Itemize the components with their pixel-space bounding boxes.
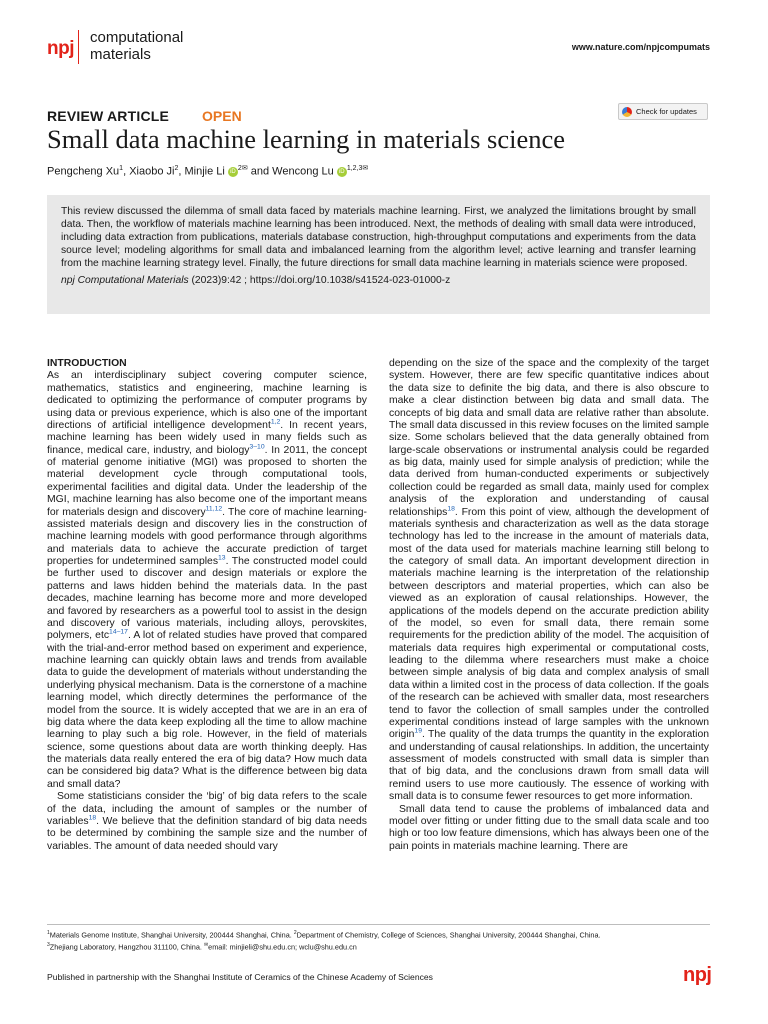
author-name[interactable]: Xiaobo Ji xyxy=(129,165,175,178)
author-affiliation: 1 xyxy=(119,165,124,172)
section-heading-introduction: INTRODUCTION xyxy=(47,358,127,369)
reference-link[interactable]: 3–10 xyxy=(249,443,265,451)
publisher-statement: Published in partnership with the Shanghai Institute of Ceramics of the Chinese Academy of Sciences xyxy=(47,972,433,982)
reference-link[interactable]: 11,12 xyxy=(205,505,223,513)
footnote-divider xyxy=(47,924,710,925)
body-column-left xyxy=(47,358,367,853)
journal-url[interactable]: www.nature.com/npjcompumats xyxy=(571,42,710,52)
orcid-icon[interactable]: iD xyxy=(337,167,347,177)
citation-line xyxy=(61,275,696,286)
email-icon[interactable]: ✉ xyxy=(241,165,248,172)
email-icon[interactable]: ✉ xyxy=(362,165,369,172)
author-list: Pengcheng Xu$^1$, Xiaobo Ji$^2$, Minjie Li iD $^{2✉}$ and Wencong Lu iD $^{1,2,3✉}$ xyxy=(47,165,369,178)
npj-logo: npj xyxy=(47,38,74,59)
reference-link[interactable]: 19 xyxy=(414,727,422,735)
author-affiliation: 2 xyxy=(237,165,242,172)
open-access-label: OPEN xyxy=(202,108,242,124)
reference-link[interactable]: 13 xyxy=(218,554,226,562)
journal-name-line1: computational xyxy=(90,29,184,46)
abstract-text: This review discussed the dilemma of small data faced by materials machine learning. First, we analyzed the limitations brought by small data. Then, the workflow of materials machine learning has been introduced. Next, the methods of dealing with small data were introduced, including data extraction from publications, materials database construction, high-throughput computations and experiments from the data source level; modeling algorithms for small data and imbalanced learning from the algorithm level; active learning and transfer learning from the machine learning strategy level. Finally, the future directions for small data machine learning in materials science were proposed. xyxy=(61,206,696,270)
orcid-icon[interactable]: iD xyxy=(228,167,238,177)
body-column-right xyxy=(389,358,709,853)
author-affiliation: 1,2,3 xyxy=(346,165,363,172)
article-title: Small data machine learning in materials science xyxy=(47,124,566,154)
paragraph: Small data tend to cause the problems of imbalanced data and model over fitting or under fitting due to the small data scale and too high or too low feature dimensions, which has always been one of the pain points in materials machine learning. There are xyxy=(389,803,709,852)
logo-divider xyxy=(78,30,79,64)
check-for-updates-label: Check for updates xyxy=(636,107,697,116)
journal-name-line2: materials xyxy=(90,46,151,63)
author-name[interactable]: Pengcheng Xu xyxy=(47,165,120,178)
reference-link[interactable]: 18 xyxy=(447,505,455,513)
paragraph: Some statisticians consider the ‘big’ of big data refers to the scale of the data, including the amount of samples or the number of variables$^{18}$. We believe that the definition standard of big data needs to be determined by combining the sample size and the number of variables. The amount of data needed should vary xyxy=(47,791,367,852)
reference-link[interactable]: 1,2 xyxy=(270,418,281,426)
paragraph: depending on the size of the space and the complexity of the target system. However, there are few specific quantitative indices about the data size to definite the big data, and there is also obscure to make a clear distinction between big data and small data. The concepts of big data and small data are relative rather than absolute. The small data discussed in this review focuses on the limited sample size. Some scholars believed that the data generally obtained from large-scale observations or instrumental analysis could be regarded as big data, mainly used for simple analysis of prediction; while the data derived from human-conducted experiments or subjectively collection could be regarded as small data, mainly used for complex analysis of the exploration and understanding of causal relationships$^{18}$. From this point of view, although the development of materials synthesis and characterization as well as the data storage technology has led to the increase in the amount of materials data, most of the data used for materials machine learning still belong to the category of small data. An important development direction in materials machine learning is the interpretation of the relationship between descriptors and material properties, which can also be viewed as an exploration of causal relationships. However, the applications of the models depend on the accurate prediction ability of the model, so even for small data, there remain some requirements for the prediction ability of the model. The acquisition of materials data requires high experimental or computational costs, leading to the dilemma where researchers must make a choice between simple analysis of big data and complex analysis of small data within a limited cost in the process of data collection. If the goals of the research can be achieved with smaller data, most researchers tend to favor the collection of small samples under the controlled experimental conditions instead of large samples with the unknown origin$^{19}$. The quality of the data trumps the quantity in the exploration and understanding of causal relationships. In addition, the uncertainty assessment of models constructed with small data is simpler than that of big data, and the conclusions drawn from small data will remind users to use more cautiously. The essence of working with small data is to consume fewer resources to get more information. xyxy=(389,358,709,803)
paragraph: As an interdisciplinary subject covering computer science, mathematics, statistics and engineering, machine learning is dedicated to optimizing the performance of computer programs by using data or previous experience, which is also one of the important directions of artificial intelligence development$^{1,2}$. In recent years, machine learning has been widely used in many fields such as finance, medical care, industry, and biology$^{3-10}$. In 2011, the concept of material genome initiative (MGI) was proposed to shorten the material development cycle through computational tools, experimental facilities and digital data. Under the leadership of the MGI, machine learning has also become one of the important means for materials design and discovery$^{11,12}$. The core of machine learning-assisted materials design and discovery lies in the construction of machine learning models with good performance through algorithms and materials data to achieve the accurate prediction of target properties for undetermined samples$^{13}$. The constructed model could be further used to discover and design materials or explore the patterns and laws hidden behind the materials data. In the past decades, machine learning has become more and more developed and favored by researchers as a powerful tool to assist in the design and discovery of various materials, including alloys, perovskites, polymers, etc$^{14-17}$. A lot of related studies have proved that compared with the trial-and-error method based on experiment and experience, machine learning can quickly obtain laws and trends from available data to guide the development of materials without understanding the underlying physical mechanism. Data is the cornerstone of a machine learning model, which directly determines the performance of the model from the source. It is widely accepted that we are in an era of big data where the data keep exploding all the time to allow machine learning to play such a big role. However, in the field of materials science, some questions about data are worth thinking deeply. Has the materials data really entered the era of big data? How much data can be considered big data? What is the difference between big data and small data? xyxy=(47,370,367,790)
journal-name xyxy=(90,29,183,63)
author-affiliation: 2 xyxy=(174,165,179,172)
check-for-updates-button[interactable] xyxy=(618,103,708,120)
reference-link[interactable]: 14–17 xyxy=(109,628,128,636)
author-name[interactable]: Minjie Li xyxy=(184,165,225,178)
abstract-box xyxy=(47,195,710,314)
author-name[interactable]: Wencong Lu xyxy=(272,165,334,178)
citation-doi[interactable]: (2023)9:42 ; https://doi.org/10.1038/s41524-023-01000-z xyxy=(188,275,451,287)
article-type: REVIEW ARTICLE xyxy=(47,108,170,124)
npj-footer-logo: npj xyxy=(683,964,712,986)
affiliations-footnote: $^1$Materials Genome Institute, Shanghai University, 200444 Shanghai, China. $^2$Department of Chemistry, College of Sciences, Shanghai University, 200444 Shanghai, China. $^3$Zhejiang Laboratory, Hangzhou 311100, China. ✉email: minjieli@shu.edu.cn; wclu@shu.edu.cn xyxy=(47,930,601,952)
email-addresses[interactable]: email: minjieli@shu.edu.cn; wclu@shu.edu.cn xyxy=(208,942,357,952)
citation-journal: npj Computational Materials xyxy=(61,275,189,287)
crossmark-icon xyxy=(622,107,632,117)
reference-link[interactable]: 18 xyxy=(88,814,97,822)
